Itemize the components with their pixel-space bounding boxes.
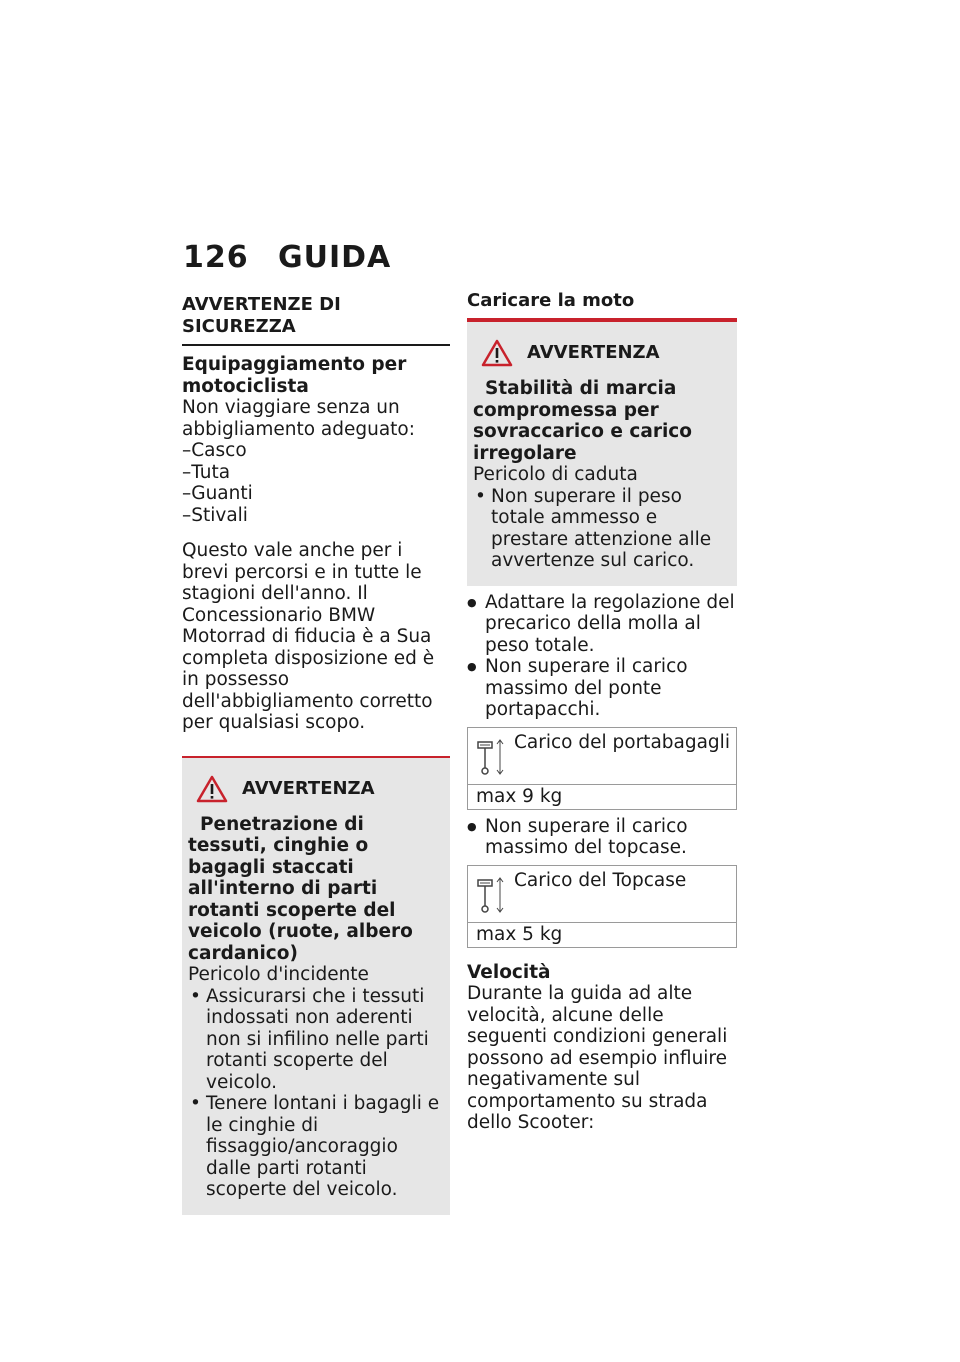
warning-header: [188, 772, 444, 806]
warning-item: • Non superare il peso totale ammesso e prestare attenzione alle avvertenze sul carico.: [473, 486, 731, 572]
spec-table-luggage-rack: [467, 727, 737, 810]
speed-paragraph: Durante la guida ad alte velocità, alcune delle seguenti condizioni generali possono ad esempio influire negativamente sul comportamento su strada dello Scooter:: [467, 983, 728, 1133]
instruction-list: [467, 816, 737, 859]
warning-box: [467, 320, 737, 586]
warning-triangle-icon: [481, 339, 513, 367]
load-weight-icon: [468, 728, 514, 784]
warning-item: • Assicurarsi che i tessuti indossati non aderenti non si infilino nelle parti rotanti scoperte del veicolo.: [188, 986, 444, 1094]
warning-title: AVVERTENZA: [527, 342, 660, 364]
warning-box: [182, 756, 450, 1215]
instruction-item: ● Non superare il carico massimo del topcase.: [467, 816, 737, 859]
section-title: AVVERTENZE DI SICUREZZA: [182, 294, 450, 346]
left-column: [182, 294, 450, 1215]
instruction-item: ● Adattare la regolazione del precarico della molla al peso totale.: [467, 592, 737, 657]
spec-value: max 9 kg: [476, 785, 563, 807]
warning-risk: Pericolo di caduta: [473, 464, 638, 485]
load-weight-icon: [468, 866, 514, 922]
spec-table-topcase: [467, 865, 737, 948]
page-number: 126: [183, 240, 249, 275]
subheading: Equipaggiamento per motociclista: [182, 354, 407, 397]
warning-list: [188, 986, 444, 1201]
warning-subject: Penetrazione di tessuti, cinghie o bagagli staccati all'interno di parti rotanti scoperte del veicolo (ruote, albero cardanico): [188, 813, 413, 964]
gear-item: – Casco: [182, 440, 450, 462]
gear-list: [182, 440, 450, 526]
instruction-list: [467, 592, 737, 721]
body-paragraph: Questo vale anche per i brevi percorsi e in tutte le stagioni dell'anno. Il Concessionario BMW Motorrad di fiducia è a Sua completa disposizione ed è in possesso dell'abbigliamento corretto per qualsiasi scopo.: [182, 540, 435, 733]
right-column: [467, 290, 737, 1134]
gear-item: – Stivali: [182, 505, 450, 527]
spec-label: Carico del Topcase: [514, 869, 687, 891]
warning-subject: Stabilità di marcia compromessa per sovraccarico e carico irregolare: [473, 378, 692, 464]
section-title: Caricare la moto: [467, 290, 737, 320]
warning-item: • Tenere lontani i bagagli e le cinghie di fissaggio/ancoraggio dalle parti rotanti scoperte del veicolo.: [188, 1093, 444, 1201]
warning-title: AVVERTENZA: [242, 777, 375, 799]
warning-header: [473, 336, 731, 370]
chapter-title: GUIDA: [278, 240, 392, 275]
warning-risk: Pericolo d'incidente: [188, 964, 369, 985]
subheading-speed: Velocità: [467, 961, 551, 983]
spec-label: Carico del portabagagli: [514, 731, 730, 753]
warning-triangle-icon: [196, 775, 228, 803]
intro-text: Non viaggiare senza un abbigliamento adeguato:: [182, 397, 415, 440]
page-header: [183, 240, 391, 280]
warning-list: [473, 486, 731, 572]
gear-item: – Tuta: [182, 462, 450, 484]
gear-item: – Guanti: [182, 483, 450, 505]
instruction-item: ● Non superare il carico massimo del ponte portapacchi.: [467, 656, 737, 721]
spec-value: max 5 kg: [476, 923, 563, 945]
